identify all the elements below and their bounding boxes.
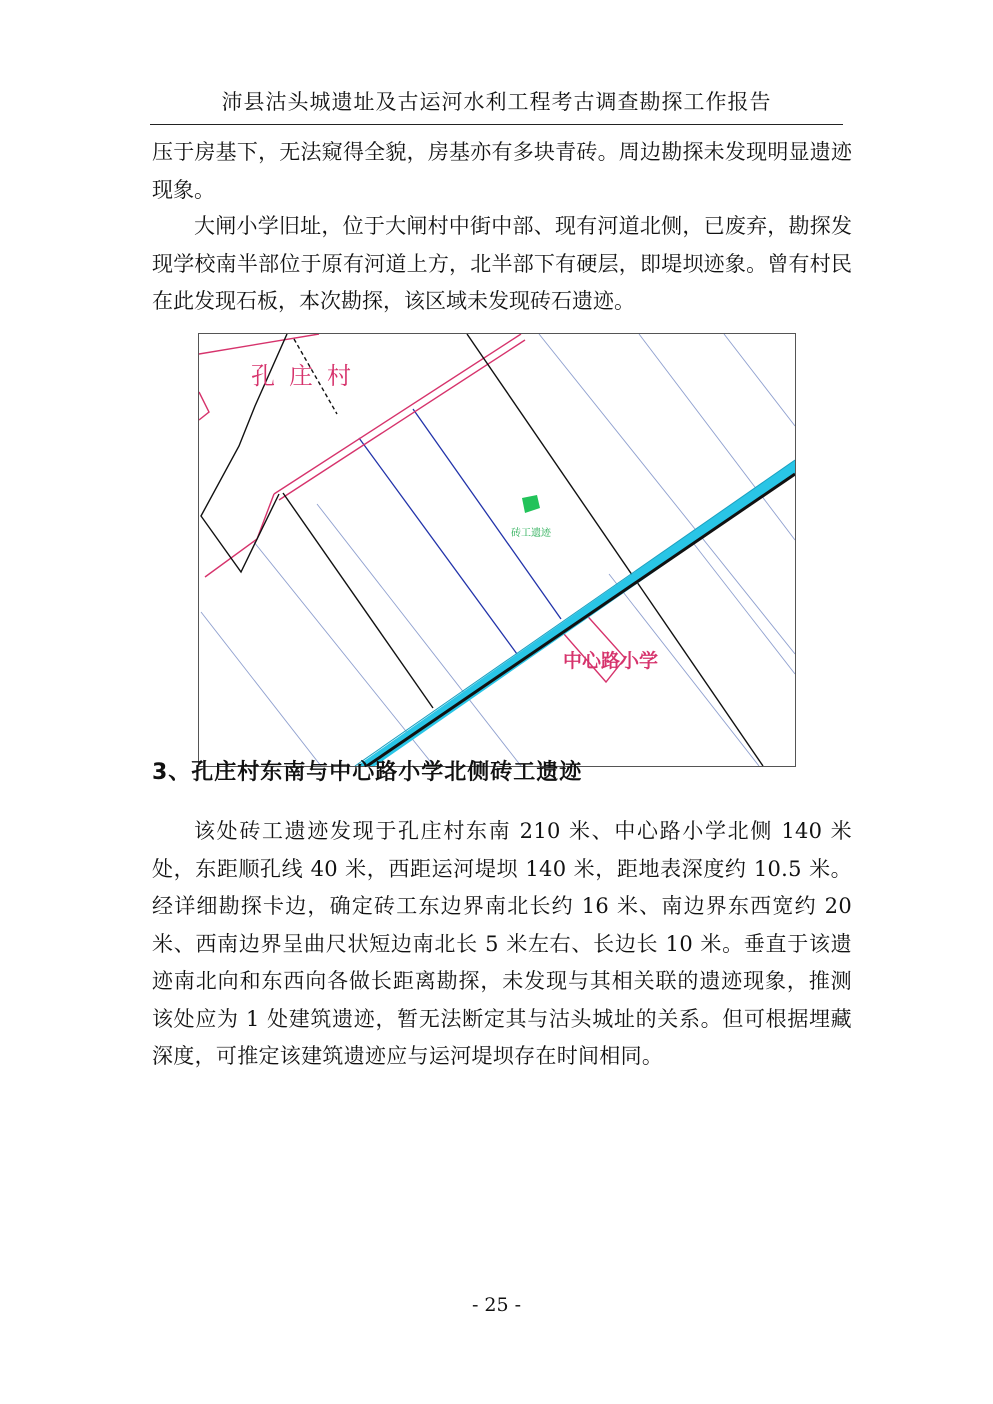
- blue-parcel-line: [359, 438, 517, 654]
- grid-line: [201, 612, 321, 766]
- section-heading: 3、孔庄村东南与中心路小学北侧砖工遗迹: [152, 760, 583, 785]
- boundary-line: [199, 392, 209, 420]
- map-grid-lines: [201, 334, 795, 766]
- boundary-line: [199, 334, 319, 354]
- road: [355, 460, 795, 766]
- site-map-figure: [198, 333, 796, 767]
- site-map: [199, 334, 795, 766]
- page-number: - 25 -: [471, 1294, 522, 1316]
- parcel-line: [283, 493, 433, 708]
- road-edge: [367, 474, 795, 766]
- site-marker-icon: [522, 495, 540, 513]
- paragraph-dazha-school: 大闸小学旧址，位于大闸村中街中部、现有河道北侧，已废弃，勘探发现学校南半部位于原有河道上方，北半部下有硬层，即堤坝迹象。曾有村民在此发现石板，本次勘探，该区域未发现砖石遗迹。: [152, 214, 852, 313]
- site-label: 砖工遗迹: [511, 528, 551, 539]
- header-divider: [150, 124, 843, 125]
- paragraph-continuation: 压于房基下，无法窥得全貌，房基亦有多块青砖。周边勘探未发现明显遗迹现象。: [152, 140, 852, 202]
- blue-parcel-line: [413, 409, 561, 619]
- grid-line: [724, 334, 795, 426]
- village-label: 孔庄村: [251, 362, 365, 390]
- road-edge-top: [355, 460, 795, 766]
- running-header: 沛县沽头城遗址及古运河水利工程考古调查勘探工作报告: [221, 90, 772, 114]
- school-label: 中心路小学: [563, 650, 659, 672]
- grid-line: [694, 544, 795, 674]
- paragraph-brick-site: 该处砖工遗迹发现于孔庄村东南 210 米、中心路小学北侧 140 米处，东距顺孔线 40 米，西距运河堤坝 140 米，距地表深度约 10.5 米。经详细勘探卡边，确定砖工东边界南北长约 16 米、南边界东西宽约 20 米、西南边界呈曲尺状短边南北长 5 米左右、长边长 10 米。垂直于该遗迹南北向和东西向各做长距离勘探，未发现与其相关联的遗迹现象，推测该处应为 1 处建筑遗迹，暂无法断定其与沽头城址的关系。但可根据埋藏深度，可推定该建筑遗迹应与运河堤坝存在时间相同。: [152, 819, 852, 1068]
- grid-line: [639, 334, 795, 540]
- parcel-line: [467, 334, 763, 766]
